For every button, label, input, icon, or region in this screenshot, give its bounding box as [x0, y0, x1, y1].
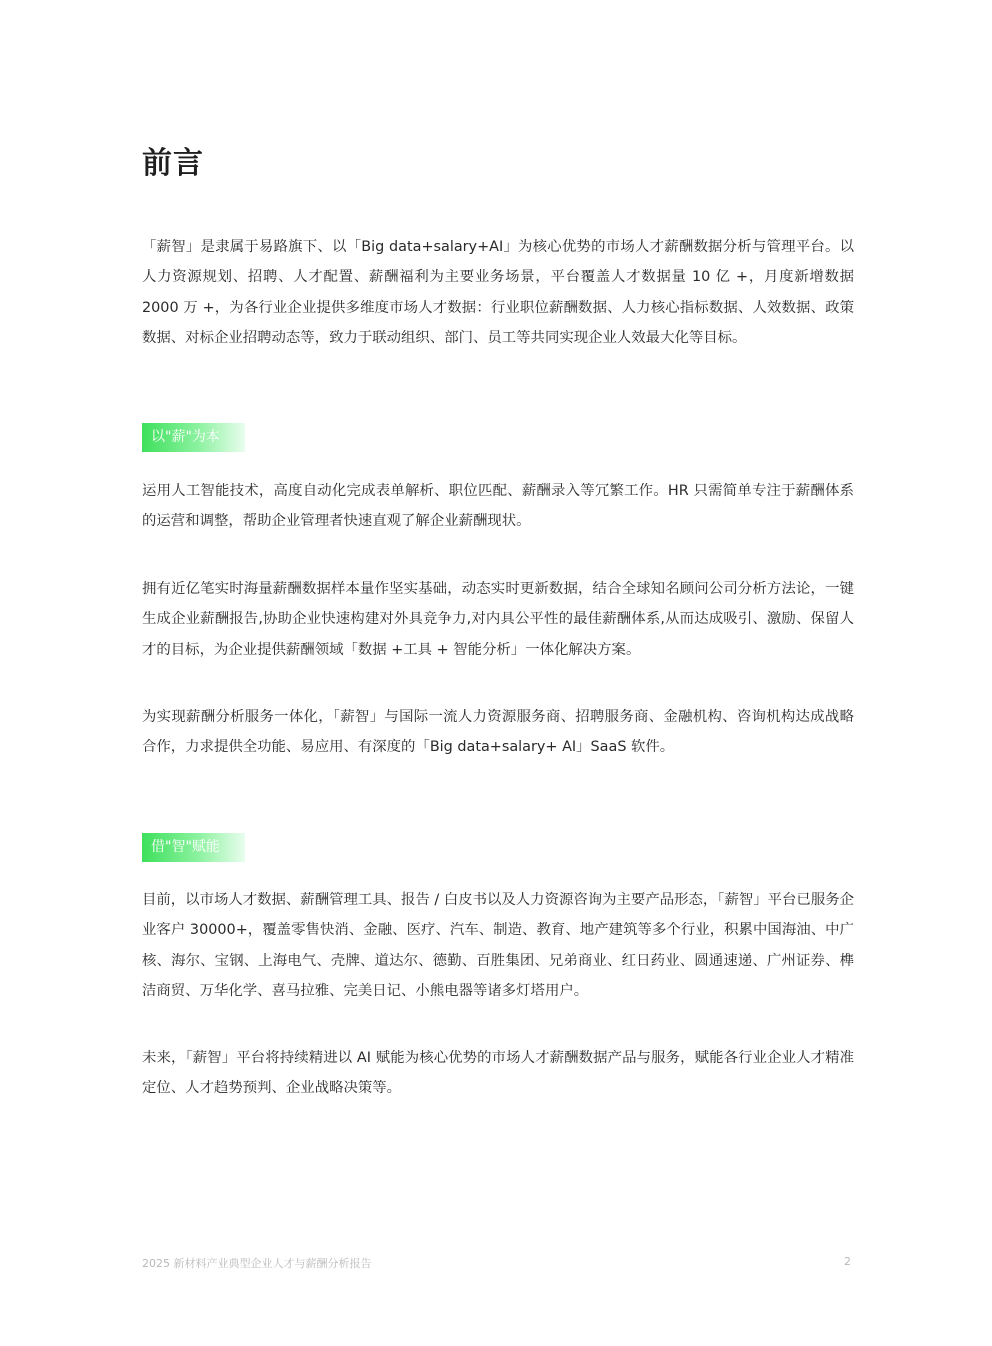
section2-paragraph-2: 未来，「薪智」平台将持续精进以 AI 赋能为核心优势的市场人才薪酬数据产品与服务，赋能各行业企业人才精准定位、人才趋势预判、企业战略决策等。 [142, 1050, 854, 1097]
section1-paragraph-2: 拥有近亿笔实时海量薪酬数据样本量作坚实基础，动态实时更新数据，结合全球知名顾问公司分析方法论，一键生成企业薪酬报告,协助企业快速构建对外具竞争力,对内具公平性的最佳薪酬体系,从而达成吸引、激励、保留人才的目标，为企业提供薪酬领域「数据 +工具 + 智能分析」一体化解决方案。 [142, 581, 854, 658]
footer-page-number: 2 [844, 1255, 851, 1268]
section1-paragraph-1: 运用人工智能技术，高度自动化完成表单解析、职位匹配、薪酬录入等冗繁工作。HR 只需简单专注于薪酬体系的运营和调整，帮助企业管理者快速直观了解企业薪酬现状。 [142, 483, 854, 530]
page-title: 前言 [142, 146, 204, 181]
intro-paragraph: 「薪智」是隶属于易路旗下、以「Big data+salary+AI」为核心优势的市场人才薪酬数据分析与管理平台。以人力资源规划、招聘、人才配置、薪酬福利为主要业务场景，平台覆盖人才数据量 10 亿 +，月度新增数据 2000 万 +，为各行业企业提供多维度市场人才数据：行业职位薪酬数据、人力核心指标数据、人效数据、政策数据、对标企业招聘动态等，致力于联动组织、部门、员工等共同实现企业人效最大化等目标。 [142, 239, 854, 347]
footer-report-title: 2025 新材料产业典型企业人才与薪酬分析报告 [142, 1257, 372, 1270]
section1-paragraph-3: 为实现薪酬分析服务一体化，「薪智」与国际一流人力资源服务商、招聘服务商、金融机构、咨询机构达成战略合作，力求提供全功能、易应用、有深度的「Big data+salary+ AI」SaaS 软件。 [142, 709, 854, 756]
section-tag-salary-based: 以"薪"为本 [142, 423, 245, 452]
section-tag-smart-empowerment: 借"智"赋能 [142, 833, 245, 862]
section2-paragraph-1: 目前，以市场人才数据、薪酬管理工具、报告 / 白皮书以及人力资源咨询为主要产品形态，「薪智」平台已服务企业客户 30000+，覆盖零售快消、金融、医疗、汽车、制造、教育、地产建筑等多个行业，积累中国海油、中广核、海尔、宝钢、上海电气、壳牌、道达尔、德勤、百胜集团、兄弟商业、红日药业、圆通速递、广州证券、榫洁商贸、万华化学、喜马拉雅、完美日记、小熊电器等诸多灯塔用户。 [142, 892, 854, 1000]
